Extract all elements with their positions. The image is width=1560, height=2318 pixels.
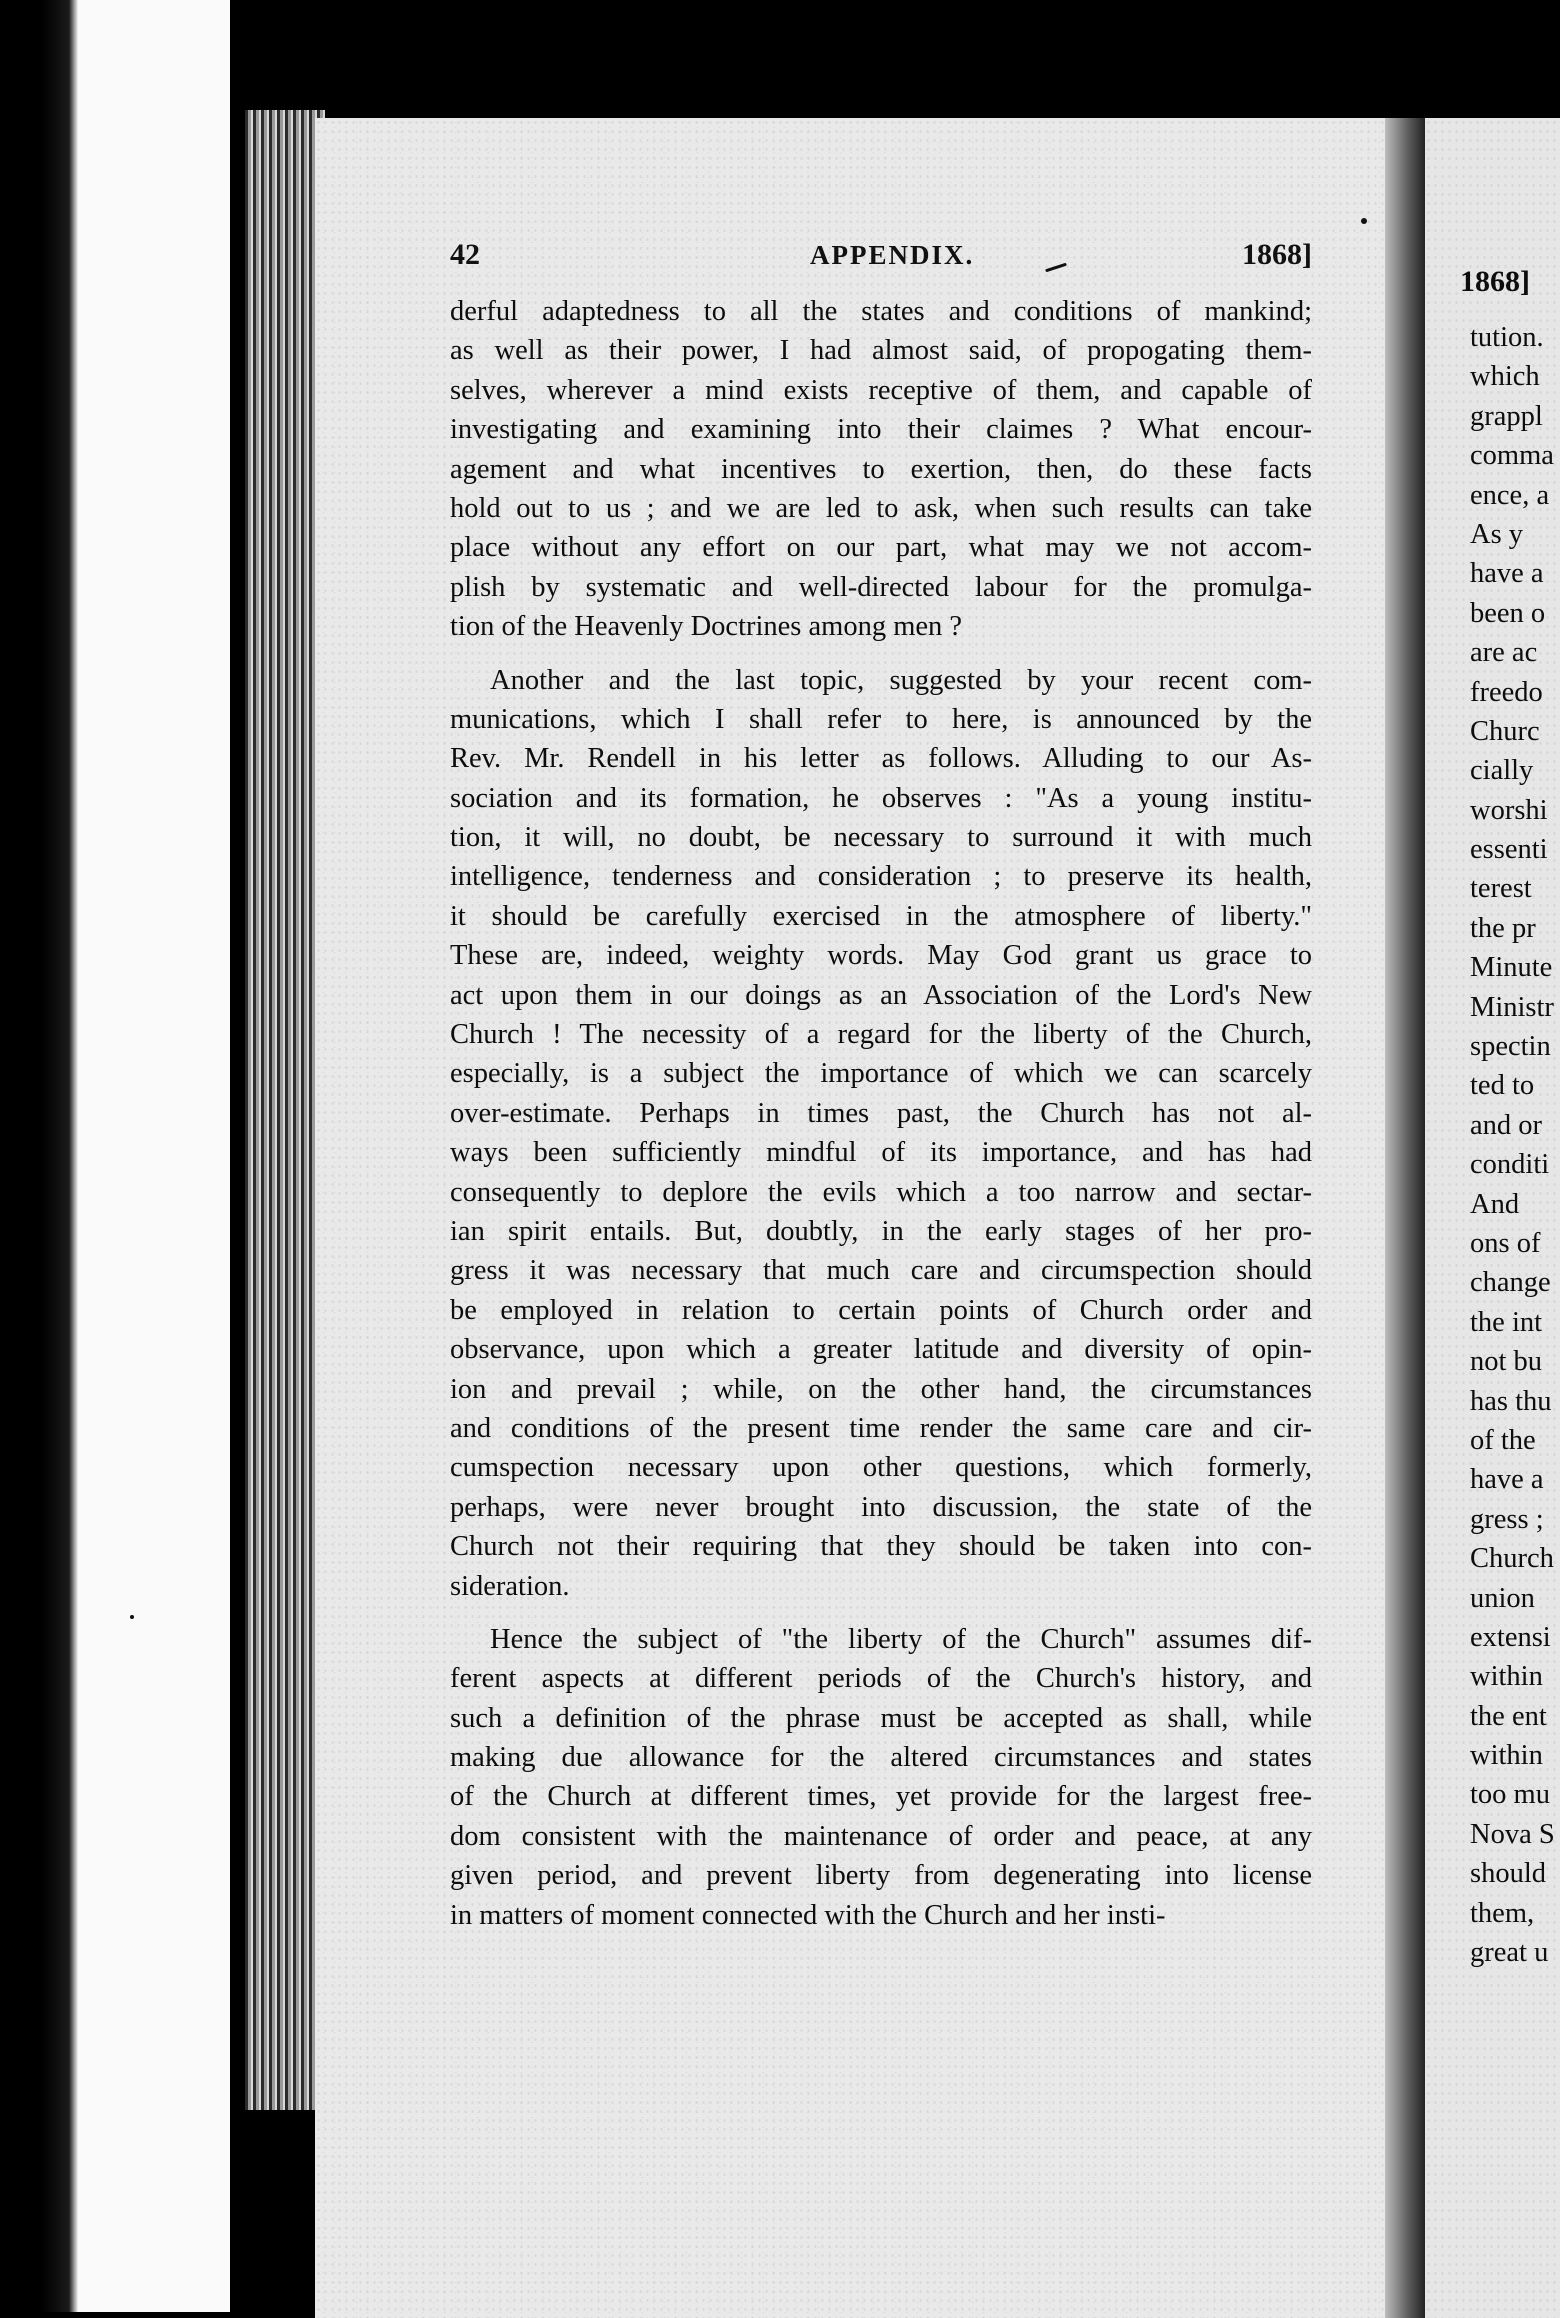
- facing-text-line: Nova S: [1470, 1818, 1555, 1850]
- facing-text-line: the pr: [1470, 912, 1536, 944]
- facing-text-line: ence, a: [1470, 479, 1550, 511]
- facing-text-line: gress ;: [1470, 1503, 1544, 1535]
- paragraph: [450, 292, 1312, 647]
- text-line: perhaps, were never brought into discussion, the state of the: [450, 1491, 1312, 1523]
- facing-text-line: terest: [1470, 873, 1532, 905]
- facing-text-line: grappl: [1470, 400, 1543, 432]
- facing-text-line: and or: [1470, 1109, 1543, 1141]
- facing-text-line: Minute: [1470, 952, 1553, 984]
- text-line: it should be carefully exercised in the atmosphere of liberty.": [450, 900, 1312, 932]
- facing-text-line: of the: [1470, 1424, 1536, 1456]
- text-line: Hence the subject of "the liberty of the Church" assumes dif-: [490, 1623, 1312, 1655]
- running-title: APPENDIX.: [810, 240, 975, 270]
- text-line: and conditions of the present time render the same care and cir-: [450, 1412, 1312, 1444]
- facing-text-line: tution.: [1470, 322, 1544, 353]
- text-line: sociation and its formation, he observes : "As a young institu-: [450, 782, 1312, 814]
- text-line: as well as their power, I had almost said, of propogating them-: [450, 335, 1312, 367]
- text-line: such a definition of the phrase must be accepted as shall, while: [450, 1702, 1312, 1734]
- paragraph: [450, 1620, 1312, 1935]
- facing-text-line: have a: [1470, 1464, 1544, 1496]
- facing-text-line: within: [1470, 1740, 1543, 1772]
- facing-text-line: been o: [1470, 597, 1546, 629]
- facing-text-line: spectin: [1470, 1031, 1551, 1063]
- text-line: intelligence, tenderness and consideration ; to preserve its health,: [450, 861, 1312, 893]
- text-line: Church ! The necessity of a regard for the liberty of the Church,: [450, 1019, 1312, 1051]
- facing-text-line: As y: [1470, 518, 1524, 550]
- facing-text-line: the int: [1470, 1306, 1543, 1338]
- text-line: sideration.: [450, 1570, 570, 1602]
- facing-text-line: has thu: [1470, 1385, 1552, 1417]
- text-line: especially, is a subject the importance of which we can scarcely: [450, 1058, 1312, 1090]
- facing-text-line: conditi: [1470, 1149, 1550, 1181]
- facing-text-line: great u: [1470, 1937, 1549, 1969]
- text-line: be employed in relation to certain points of Church order and: [450, 1294, 1312, 1326]
- facing-text-line: freedo: [1470, 676, 1543, 708]
- text-line: consequently to deplore the evils which a too narrow and sectar-: [450, 1176, 1312, 1208]
- book-gutter: [1385, 118, 1425, 2318]
- text-line: These are, indeed, weighty words. May God grant us grace to: [450, 940, 1312, 972]
- facing-text-line: cially: [1470, 755, 1534, 787]
- ink-speck: [130, 1615, 134, 1619]
- facing-text-line: too mu: [1470, 1779, 1550, 1811]
- text-line: plish by systematic and well-directed labour for the promulga-: [450, 571, 1312, 603]
- facing-text-line: Ministr: [1470, 991, 1554, 1023]
- running-head: [450, 238, 1312, 278]
- text-line: gress it was necessary that much care and circumspection should: [450, 1255, 1312, 1287]
- facing-text-line: Churc: [1470, 715, 1540, 747]
- text-line: derful adaptedness to all the states and conditions of mankind;: [450, 296, 1312, 327]
- text-line: cumspection necessary upon other questions, which formerly,: [450, 1452, 1312, 1484]
- facing-running-head: 1868]: [1460, 265, 1530, 298]
- text-line: Rev. Mr. Rendell in his letter as follows. Alluding to our As-: [450, 743, 1312, 775]
- facing-text-line: Church: [1470, 1543, 1554, 1575]
- facing-text-line: comma: [1470, 440, 1554, 472]
- text-line: ion and prevail ; while, on the other hand, the circumstances: [450, 1373, 1312, 1405]
- facing-text-line: are ac: [1470, 637, 1538, 669]
- facing-text-line: within: [1470, 1661, 1543, 1693]
- text-line: ferent aspects at different periods of the Church's history, and: [450, 1663, 1312, 1695]
- paragraph: [450, 661, 1312, 1606]
- text-line: in matters of moment connected with the Church and her insti-: [450, 1899, 1166, 1931]
- facing-text-line: ted to: [1470, 1070, 1535, 1102]
- text-line: making due allowance for the altered circumstances and states: [450, 1742, 1312, 1774]
- facing-text-line: worshi: [1470, 794, 1548, 826]
- facing-text-line: which: [1470, 361, 1540, 393]
- text-line: ian spirit entails. But, doubtly, in the early stages of her pro-: [450, 1215, 1312, 1247]
- facing-text-line: have a: [1470, 558, 1544, 590]
- text-line: given period, and prevent liberty from degenerating into license: [450, 1860, 1312, 1892]
- facing-text-line: them,: [1470, 1897, 1535, 1929]
- page-number: 42: [450, 238, 480, 271]
- scan-border: [0, 0, 230, 2312]
- facing-text-line: not bu: [1470, 1346, 1543, 1378]
- text-line: selves, wherever a mind exists receptive of them, and capable of: [450, 374, 1312, 406]
- ink-speck: [1361, 218, 1367, 224]
- text-line: dom consistent with the maintenance of order and peace, at any: [450, 1820, 1312, 1852]
- body-text: [450, 292, 1312, 1935]
- text-line: over-estimate. Perhaps in times past, the Church has not al-: [450, 1097, 1312, 1129]
- facing-text-line: extensi: [1470, 1621, 1551, 1653]
- facing-text-line: union: [1470, 1582, 1535, 1614]
- text-line: hold out to us ; and we are led to ask, when such results can take: [450, 492, 1312, 524]
- text-line: ways been sufficiently mindful of its importance, and has had: [450, 1137, 1312, 1169]
- text-line: tion, it will, no doubt, be necessary to surround it with much: [450, 822, 1312, 854]
- text-line: agement and what incentives to exertion, then, do these facts: [450, 453, 1312, 485]
- text-line: act upon them in our doings as an Association of the Lord's New: [450, 979, 1312, 1011]
- text-line: tion of the Heavenly Doctrines among men ?: [450, 611, 963, 643]
- text-line: munications, which I shall refer to here, is announced by the: [450, 703, 1312, 735]
- running-year: 1868]: [1242, 238, 1312, 271]
- facing-text-line: essenti: [1470, 834, 1548, 866]
- facing-page-text: [1460, 262, 1560, 1972]
- facing-text-line: ons of: [1470, 1227, 1541, 1259]
- text-line: Church not their requiring that they should be taken into con-: [450, 1531, 1312, 1563]
- text-line: observance, upon which a greater latitude and diversity of opin-: [450, 1334, 1312, 1366]
- facing-text-line: should: [1470, 1858, 1547, 1890]
- text-line: of the Church at different times, yet provide for the largest free-: [450, 1781, 1312, 1813]
- facing-text-line: the ent: [1470, 1700, 1547, 1732]
- text-line: investigating and examining into their claimes ? What encour-: [450, 414, 1312, 446]
- page-edges: [245, 110, 325, 2110]
- facing-text-line: change: [1470, 1267, 1551, 1299]
- text-line: Another and the last topic, suggested by your recent com-: [490, 664, 1312, 696]
- facing-text-line: And: [1470, 1188, 1520, 1220]
- text-line: place without any effort on our part, what may we not accom-: [450, 532, 1312, 564]
